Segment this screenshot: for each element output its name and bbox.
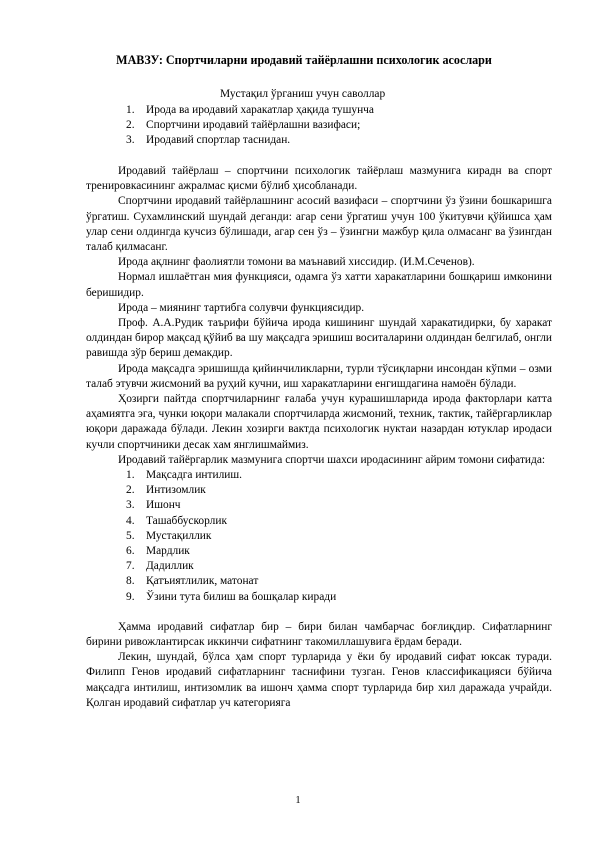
list-item — [126, 498, 552, 513]
spacer — [86, 605, 552, 620]
list-number: 7. — [126, 560, 135, 573]
paragraph: Нормал ишлаётган мия функцияси, одамга ўз хатти харакатларини бошқариш имконини беришидир. — [86, 271, 552, 299]
paragraph: Спортчини иродавий тайёрлашнинг асосий вазифаси – спортчини ўз ўзини бошкаришга ўргатиш. Сухамлинский шундай деганди: агар сени ўргатиш учун 100 ўкитувчи қўйишса ҳам улар сени олдингда кучсиз бўлишади, агар сен ўз – ўзингни мажбур қила олмасанг ва ўзингдан талаб қилмасанг. — [86, 195, 552, 254]
paragraph: Лекин, шундай, бўлса ҳам спорт турларида у ёки бу иродавий сифат юксак туради. Филипп Генов иродавий сифатларнинг таснифини тузган. Генов классификацияси бўйича мақсадга интилиш, интизомлик ва ишонч ҳамма спорт турларида бир хил даражада учрайди. Қолган иродавий сифатлар уч категорияга — [86, 651, 552, 709]
list-text: Ташаббускорлик — [146, 514, 227, 527]
list-number: 6. — [126, 545, 135, 557]
paragraph: Проф. А.А.Рудик таърифи бўйича ирода кишининг шундай харакатидирки, бу харакат олдиндан бирор мақсад қўйиб ва шу мақсадга эришиш воситаларини олдиндан белгилаб, онгли равишда зўр бериш демакдир. — [86, 317, 552, 360]
paragraph: Ҳозирги пайтда спортчиларнинг ғалаба учун курашишларида ирода факторлари катта аҳамиятга эга, чунки юқори малакали спортчиларда жисмоний, техник, тактик, тайёргарликлар юқори даражада бўлади. Лекин хозирги вактда психологик нуктаи назардан ютуклар иродаси кучли спортчиники десак хам янглишмаймиз. — [86, 393, 552, 451]
paragraph: Ҳамма иродавий сифатлар бир – бири билан чамбарчас боғлиқдир. Сифатларнинг бирини ривожлантирсак иккинчи сифатнинг такомиллашувига ёрдам беради. — [86, 620, 552, 648]
page-number: 1 — [295, 795, 301, 806]
list-text: Мардлик — [146, 545, 190, 557]
list-item — [126, 544, 552, 559]
list-number: 1. — [126, 104, 135, 116]
list-number: 3. — [126, 499, 135, 512]
list-number: 2. — [126, 484, 135, 497]
list-number: 8. — [126, 575, 135, 588]
paragraph: Ирода – миянинг тартибга солувчи функциясидир. — [118, 301, 365, 314]
page-title: МАВЗУ: Спортчиларни иродавий тайёрлашни психологик асослари — [116, 53, 492, 67]
list-item — [126, 118, 374, 133]
document-body — [86, 164, 552, 711]
paragraph: Иродавий тайёрлаш – спортчини психологик тайёрлаш мазмунига кирадн ва спорт тренировкасининг ажралмас қисми бўлиб ҳисобланади. — [86, 165, 552, 193]
list-text: Мақсадга интилиш. — [146, 469, 243, 482]
list-text: Спортчини иродавий тайёрлашни вазифаси; — [146, 119, 361, 132]
qualities-list — [86, 468, 552, 605]
list-number: 9. — [126, 590, 135, 603]
list-text: Қатъиятлилик, матонат — [146, 575, 259, 588]
list-text: Мустақиллик — [146, 529, 212, 542]
list-item — [126, 559, 552, 574]
list-text: Дадиллик — [146, 560, 194, 573]
list-item — [126, 574, 552, 589]
list-number: 3. — [126, 134, 135, 147]
list-text: Иродавий спортлар таснидан. — [146, 134, 291, 147]
list-item — [126, 103, 374, 118]
list-item — [126, 133, 374, 148]
list-item — [126, 529, 552, 544]
list-item — [126, 590, 552, 605]
paragraph: Ирода мақсадга эришишда қийинчиликларни, турли тўсиқларни инсондан кўпми – озми талаб этувчи жисмоний ва руҳий кучни, иш харакатларини енгишдагина намоён бўлади. — [86, 362, 552, 390]
list-text: Интизомлик — [146, 484, 206, 497]
paragraph: Ирода ақлнинг фаолиятли томони ва маънавий хиссидир. (И.М.Сеченов). — [118, 256, 475, 269]
list-text: Ирода ва иродавий харакатлар ҳақида тушунча — [146, 104, 374, 116]
list-number: 5. — [126, 529, 135, 542]
list-number: 2. — [126, 119, 135, 132]
list-number: 1. — [126, 469, 135, 482]
questions-heading: Мустақил ўрганиш учун саволлар — [220, 88, 386, 100]
list-item — [126, 468, 552, 483]
questions-list — [126, 103, 374, 149]
list-item — [126, 483, 552, 498]
paragraph: Иродавий тайёргарлик мазмунига спортчи шахси иродасининг айрим томони сифатида: — [118, 453, 546, 466]
list-number: 4. — [126, 514, 135, 527]
list-text: Ўзини тута билиш ва бошқалар киради — [146, 590, 337, 603]
list-text: Ишонч — [146, 499, 181, 512]
list-item — [126, 514, 552, 529]
